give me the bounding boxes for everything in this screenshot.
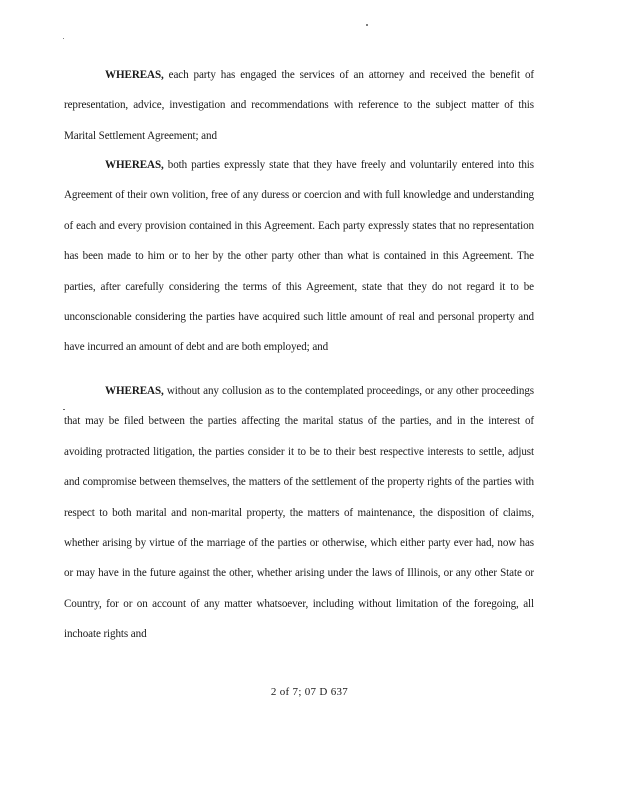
whereas-paragraph-voluntary <box>64 150 534 363</box>
paragraph-lead: WHEREAS, <box>105 385 164 397</box>
scan-speck <box>366 24 368 26</box>
whereas-paragraph-representation <box>64 60 534 151</box>
paragraph-text: each party has engaged the services of an attorney and received the benefit of representation, advice, investigation and recommendations with reference to the subject matter of this Marital Settlement Agreement; and <box>64 69 534 142</box>
scan-speck <box>63 38 64 39</box>
paragraph-lead: WHEREAS, <box>105 159 164 171</box>
page-footer: 2 of 7; 07 D 637 <box>270 686 349 698</box>
paragraph-lead: WHEREAS, <box>105 69 164 81</box>
paragraph-text: both parties expressly state that they have freely and voluntarily entered into this Agreement of their own volition, free of any duress or coercion and with full knowledge and understanding of each and every provision contained in this Agreement. Each party expressly states that no representation has been made to him or to her by the other party other than what is contained in this Agreement. The parties, after carefully considering the terms of this Agreement, state that they do not regard it to be unconscionable considering the parties have acquired such little amount of real and personal property and have incurred an amount of debt and are both employed; and <box>64 159 534 354</box>
whereas-paragraph-settlement <box>64 376 534 650</box>
paragraph-text: without any collusion as to the contemplated proceedings, or any other proceedings that may be filed between the parties affecting the marital status of the parties, and in the interest of avoiding protracted litigation, the parties consider it to be to their best respective interests to settle, adjust and compromise between themselves, the matters of the settlement of the property rights of the parties with respect to both marital and non-marital property, the matters of maintenance, the disposition of claims, whether arising by virtue of the marriage of the parties or otherwise, which either party ever had, now has or may have in the future against the other, whether arising under the laws of Illinois, or any other State or Country, for or on account of any matter whatsoever, including without limitation of the foregoing, all inchoate rights and <box>64 385 534 641</box>
